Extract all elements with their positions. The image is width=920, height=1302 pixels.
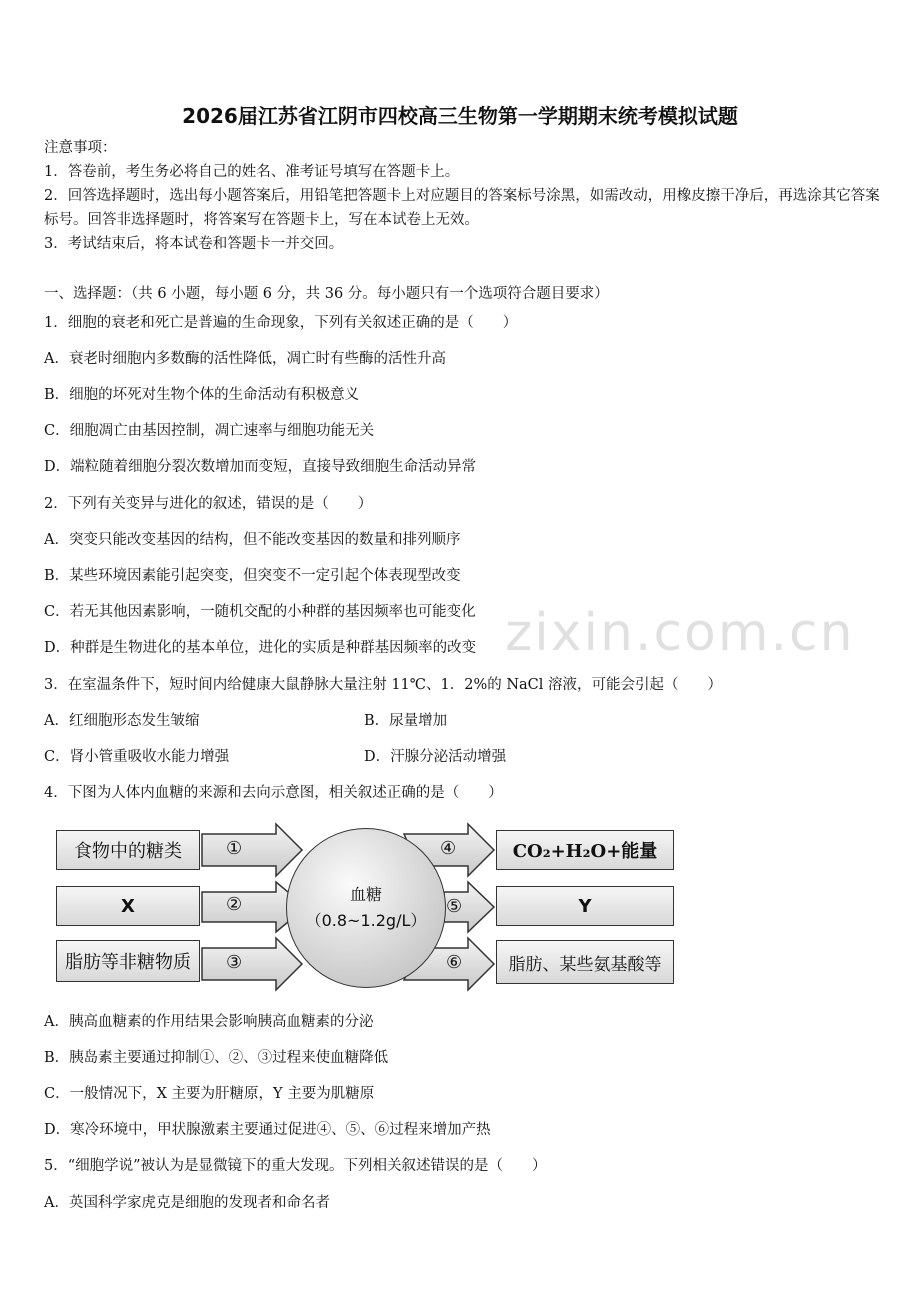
q1-option-c: C．细胞凋亡由基因控制，凋亡速率与细胞功能无关 [44, 423, 375, 439]
q5-stem: 5．“细胞学说”被认为是显微镜下的重大发现。下列相关叙述错误的是（ ） [44, 1158, 547, 1174]
q2-option-d: D．种群是生物进化的基本单位，进化的实质是种群基因频率的改变 [44, 640, 477, 656]
source-box-food-sugar: 食物中的糖类 [56, 830, 200, 870]
q3-option-c: C．肾小管重吸收水能力增强 [44, 749, 230, 765]
page-title: 2026届江苏省江阴市四校高三生物第一学期期末统考模拟试题 [182, 104, 738, 128]
label-4: ④ [440, 838, 457, 859]
arrow-3 [202, 938, 302, 990]
dest-box-co2: CO₂+H₂O+能量 [496, 830, 674, 870]
blood-sugar-range: （0.8~1.2g/L） [305, 911, 427, 930]
q2-option-a: A．突变只能改变基因的结构，但不能改变基因的数量和排列顺序 [44, 532, 461, 548]
q1-stem: 1．细胞的衰老和死亡是普遍的生命现象，下列有关叙述正确的是（ ） [44, 315, 518, 331]
label-1: ① [226, 838, 243, 859]
q1-option-b: B．细胞的坏死对生物个体的生命活动有积极意义 [44, 387, 360, 403]
q3-stem: 3．在室温条件下，短时间内给健康大鼠静脉大量注射 11℃、1．2%的 NaCl 溶液，可能会引起（ ） [44, 677, 723, 693]
notice-item-1: 1．答卷前，考生务必将自己的姓名、准考证号填写在答题卡上。 [44, 164, 460, 180]
q4-stem: 4．下图为人体内血糖的来源和去向示意图，相关叙述正确的是（ ） [44, 785, 503, 801]
q3-option-b: B．尿量增加 [364, 713, 448, 729]
label-2: ② [226, 894, 243, 915]
label-6: ⑥ [446, 952, 463, 973]
source-box-non-sugar: 脂肪等非糖物质 [56, 940, 200, 982]
q4-option-c: C．一般情况下，X 主要为肝糖原，Y 主要为肌糖原 [44, 1086, 375, 1102]
q2-stem: 2．下列有关变异与进化的叙述，错误的是（ ） [44, 496, 373, 512]
blood-sugar-circle [286, 828, 446, 988]
q3-option-d: D．汗腺分泌活动增强 [364, 749, 507, 765]
section-heading: 一、选择题：（共 6 小题，每小题 6 分，共 36 分。每小题只有一个选项符合题目要求） [44, 286, 609, 302]
notice-item-2: 2．回答选择题时，选出每小题答案后，用铅笔把答题卡上对应题目的答案标号涂黑，如需改动，用橡皮擦干净后，再选涂其它答案标号。回答非选择题时，将答案写在答题卡上，写在本试卷上无效。 [44, 188, 880, 228]
watermark: zixin.com.cn [505, 603, 855, 663]
q3-option-a: A．红细胞形态发生皱缩 [44, 713, 200, 729]
notice-heading: 注意事项： [44, 140, 117, 156]
label-5: ⑤ [446, 896, 463, 917]
q1-option-d: D．端粒随着细胞分裂次数增加而变短，直接导致细胞生命活动异常 [44, 459, 477, 475]
dest-box-fat-amino: 脂肪、某些氨基酸等 [496, 940, 674, 984]
q4-option-a: A．胰高血糖素的作用结果会影响胰高血糖素的分泌 [44, 1014, 374, 1030]
notice-item-3: 3．考试结束后，将本试卷和答题卡一并交回。 [44, 236, 344, 252]
arrow-1 [202, 824, 302, 876]
q5-option-a: A．英国科学家虎克是细胞的发现者和命名者 [44, 1195, 330, 1211]
blood-sugar-diagram [44, 820, 684, 995]
q2-option-b: B．某些环境因素能引起突变，但突变不一定引起个体表现型改变 [44, 568, 461, 584]
q2-option-c: C．若无其他因素影响，一随机交配的小种群的基因频率也可能变化 [44, 604, 476, 620]
blood-sugar-label: 血糖 [349, 885, 382, 904]
q4-option-b: B．胰岛素主要通过抑制①、②、③过程来使血糖降低 [44, 1050, 389, 1066]
dest-box-y: Y [496, 886, 674, 926]
label-3: ③ [226, 952, 243, 973]
source-box-x: X [56, 886, 200, 926]
q4-option-d: D．寒冷环境中，甲状腺激素主要通过促进④、⑤、⑥过程来增加产热 [44, 1122, 491, 1138]
q1-option-a: A．衰老时细胞内多数酶的活性降低，凋亡时有些酶的活性升高 [44, 351, 446, 367]
